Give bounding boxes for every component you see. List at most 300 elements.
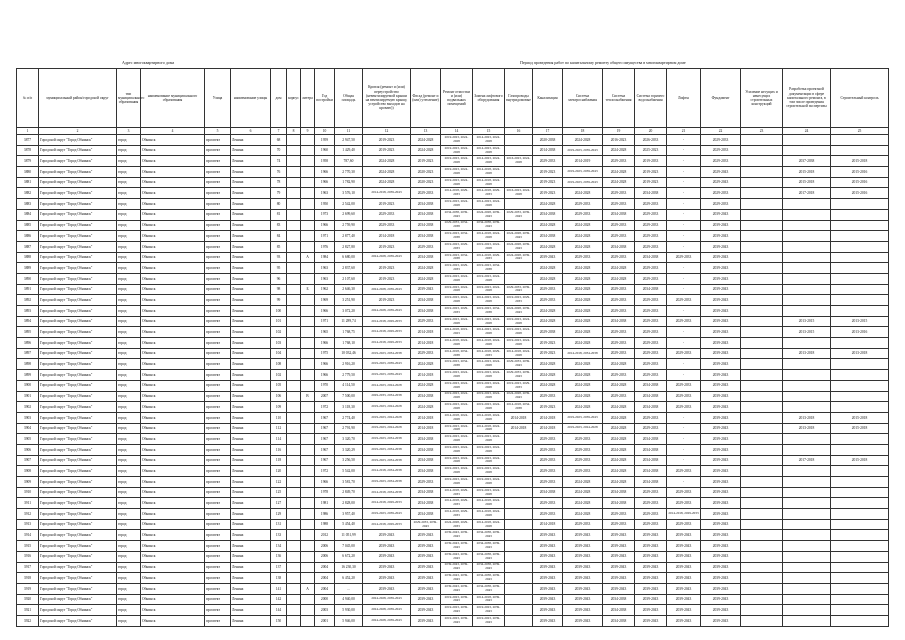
cell-lift: 2014-2018, 2024-2028 xyxy=(473,412,505,423)
cell-gvs: 2029-2033 xyxy=(635,412,667,423)
cell-gas: 2014-2018 xyxy=(505,412,533,423)
cell-area: Городской округ "Город Обнинск" xyxy=(39,391,117,402)
cell-kanal: 2039-2043 xyxy=(533,583,563,594)
column-number: 5 xyxy=(205,128,231,135)
cell-korp xyxy=(287,135,301,146)
cell-mo: Обнинск xyxy=(141,541,205,552)
cell-kanal: 2019-2023 xyxy=(533,167,563,178)
cell-gvs: 2029-2033 xyxy=(635,231,667,242)
cell-sq: 2 837,60 xyxy=(335,263,363,274)
cell-lit xyxy=(301,241,315,252)
cell-street: проспект xyxy=(205,551,231,562)
table-body xyxy=(17,135,889,627)
cell-house: 136 xyxy=(271,551,287,562)
cell-lit xyxy=(301,370,315,381)
cell-usil xyxy=(741,177,783,188)
cell-korp xyxy=(287,615,301,626)
cell-area: Городской округ "Город Обнинск" xyxy=(39,327,117,338)
cell-kanal: 2039-2043 xyxy=(533,530,563,541)
cell-lifts: 2029-2033 xyxy=(667,466,701,477)
cell-fund: 2039-2043 xyxy=(701,573,741,584)
cell-lift: 2019-2023, 2024-2028 xyxy=(473,316,505,327)
cell-facade: 2024-2028 xyxy=(411,402,441,413)
cell-proekt xyxy=(783,273,831,284)
cell-teplo: 2029-2033 xyxy=(603,509,635,520)
cell-sname: Ленина xyxy=(231,509,271,520)
cell-gas: 2019-2023, 2024-2028 xyxy=(505,316,533,327)
column-header: Система электроснабжения xyxy=(563,69,603,128)
cell-lit: А xyxy=(301,583,315,594)
cell-street: проспект xyxy=(205,380,231,391)
cell-usil xyxy=(741,273,783,284)
cell-kanal: 2019-2023 xyxy=(533,177,563,188)
cell-street: проспект xyxy=(205,434,231,445)
cell-year: 1962 xyxy=(315,284,335,295)
cell-area: Городской округ "Город Обнинск" xyxy=(39,594,117,605)
cell-otmost: 2019-2023, 2029-2033 xyxy=(441,263,473,274)
cell-korp xyxy=(287,167,301,178)
cell-gvs: 2039-2043 xyxy=(635,573,667,584)
cell-type: город xyxy=(117,477,141,488)
cell-lifts: - xyxy=(667,167,701,178)
cell-usil xyxy=(741,284,783,295)
cell-elec: 2024-2028 xyxy=(563,220,603,231)
cell-proekt: 2017-2018 xyxy=(783,188,831,199)
cell-gvs: 2039-2043 xyxy=(635,583,667,594)
cell-roof: 2024-2028, 2039-2043 xyxy=(363,284,411,295)
cell-year: 1973 xyxy=(315,209,335,220)
cell-teplo: 2034-2038 xyxy=(603,316,635,327)
table-row xyxy=(17,391,889,402)
cell-stroy xyxy=(831,263,889,274)
cell-gvs: 2034-2038 xyxy=(635,444,667,455)
column-header: Фундамент xyxy=(701,69,741,128)
cell-proekt xyxy=(783,487,831,498)
cell-gvs: 2039-2043 xyxy=(635,594,667,605)
cell-usil xyxy=(741,380,783,391)
cell-lift: 2014-2023, 2024-2028 xyxy=(473,135,505,146)
cell-lifts: - xyxy=(667,455,701,466)
cell-roof: 2019-2023 xyxy=(363,145,411,156)
cell-lit xyxy=(301,615,315,626)
column-number: 16 xyxy=(505,128,533,135)
cell-year: 1978 xyxy=(315,487,335,498)
cell-elec: 2029-2033 xyxy=(563,252,603,263)
cell-sq: 5 930,00 xyxy=(335,605,363,616)
cell-facade: 2034-2038 xyxy=(411,466,441,477)
cell-usil xyxy=(741,519,783,530)
cell-mo: Обнинск xyxy=(141,284,205,295)
cell-stroy xyxy=(831,391,889,402)
cell-gvs: 2029-2033 xyxy=(635,370,667,381)
cell-facade: 2014-2018 xyxy=(411,338,441,349)
cell-street: проспект xyxy=(205,444,231,455)
table-row xyxy=(17,316,889,327)
table-row xyxy=(17,273,889,284)
cell-lift: 2019-2023, 2024-2028 xyxy=(473,444,505,455)
cell-roof: 2019-2023, 2034-2038 xyxy=(363,434,411,445)
cell-gvs: 2029-2033 xyxy=(635,498,667,509)
cell-kanal: 2024-2028 xyxy=(533,380,563,391)
cell-year: 2001 xyxy=(315,615,335,626)
table-row xyxy=(17,145,889,156)
cell-elec: 2039-2043 xyxy=(563,541,603,552)
cell-lifts: 2039-2043 xyxy=(667,573,701,584)
cell-house: 101 xyxy=(271,316,287,327)
cell-kanal: 2024-2028 xyxy=(533,359,563,370)
cell-gvs: 2039-2043 xyxy=(635,562,667,573)
cell-area: Городской округ "Город Обнинск" xyxy=(39,583,117,594)
cell-gvs: 2029-2033 xyxy=(635,220,667,231)
cell-mo: Обнинск xyxy=(141,316,205,327)
cell-gvs: 2029-2033 xyxy=(635,273,667,284)
cell-street: проспект xyxy=(205,477,231,488)
cell-korp xyxy=(287,541,301,552)
cell-gas xyxy=(505,199,533,210)
cell-gas xyxy=(505,551,533,562)
table-row xyxy=(17,402,889,413)
cell-elec: 2039-2043 xyxy=(563,530,603,541)
cell-korp xyxy=(287,327,301,338)
cell-stroy xyxy=(831,241,889,252)
cell-gvs: 2019-2023 xyxy=(635,177,667,188)
cell-facade: 2034-2038 xyxy=(411,391,441,402)
cell-area: Городской округ "Город Обнинск" xyxy=(39,551,117,562)
cell-elec: 2014-2018, 2034-2038 xyxy=(563,348,603,359)
cell-house: 138 xyxy=(271,573,287,584)
cell-lift: 2014-2023, 2024-2028 xyxy=(473,199,505,210)
column-number: 6 xyxy=(231,128,271,135)
cell-lift: 2019-2023, 2024-2028 xyxy=(473,284,505,295)
cell-n: 3918 xyxy=(17,573,39,584)
cell-proekt xyxy=(783,573,831,584)
cell-roof: 2029-2033 xyxy=(363,220,411,231)
cell-fund: 2039-2043 xyxy=(701,530,741,541)
cell-lifts: - xyxy=(667,231,701,242)
cell-mo: Обнинск xyxy=(141,466,205,477)
cell-gvs: 2029-2033 xyxy=(635,327,667,338)
cell-year: 1986 xyxy=(315,509,335,520)
cell-gas xyxy=(505,530,533,541)
cell-n: 3922 xyxy=(17,615,39,626)
cell-elec: 2024-2028 xyxy=(563,370,603,381)
table-row xyxy=(17,509,889,520)
cell-n: 3910 xyxy=(17,487,39,498)
cell-n: 3890 xyxy=(17,273,39,284)
cell-mo: Обнинск xyxy=(141,423,205,434)
cell-sq: 11 051,99 xyxy=(335,530,363,541)
cell-proekt: 2015-2018 xyxy=(783,177,831,188)
cell-fund: 2039-2043 xyxy=(701,273,741,284)
cell-sname: Ленина xyxy=(231,306,271,317)
cell-fund: 2029-2033 xyxy=(701,188,741,199)
cell-kanal: 2034-2038 xyxy=(533,231,563,242)
cell-area: Городской округ "Город Обнинск" xyxy=(39,209,117,220)
cell-area: Городской округ "Город Обнинск" xyxy=(39,605,117,616)
cell-kanal: 2039-2043 xyxy=(533,615,563,626)
cell-sq: 6 452,20 xyxy=(335,573,363,584)
cell-usil xyxy=(741,444,783,455)
cell-usil xyxy=(741,530,783,541)
cell-lit xyxy=(301,327,315,338)
cell-gas: 2019-2023, 2029-2033 xyxy=(505,380,533,391)
cell-kanal: 2029-2033 xyxy=(533,391,563,402)
cell-facade: 2034-2038 xyxy=(411,444,441,455)
cell-sname: Ленина xyxy=(231,541,271,552)
cell-proekt: 2013-2015 xyxy=(783,316,831,327)
column-header: Ремонт отмостки и (или) подвальных помещений xyxy=(441,69,473,128)
cell-house: 102 xyxy=(271,370,287,381)
cell-roof: 2019-2023 xyxy=(363,263,411,274)
cell-proekt xyxy=(783,284,831,295)
cell-facade: 2034-2038 xyxy=(411,498,441,509)
cell-facade: 2019-2023 xyxy=(411,156,441,167)
cell-roof: 2024-2028, 2039-2043 xyxy=(363,594,411,605)
column-number: 12 xyxy=(363,128,411,135)
cell-lit xyxy=(301,444,315,455)
cell-roof: 2029-2033, 2034-2038 xyxy=(363,391,411,402)
cell-type: город xyxy=(117,295,141,306)
cell-stroy xyxy=(831,466,889,477)
cell-korp xyxy=(287,306,301,317)
column-header: Год постройки xyxy=(315,69,335,128)
cell-n: 3881 xyxy=(17,177,39,188)
cell-kanal: 2039-2043 xyxy=(533,551,563,562)
cell-gvs: 2029-2033 xyxy=(635,487,667,498)
cell-n: 3878 xyxy=(17,145,39,156)
cell-lit xyxy=(301,199,315,210)
cell-sq: 10 032,46 xyxy=(335,348,363,359)
cell-lift: 2014-2018, 2024-2028 xyxy=(473,177,505,188)
cell-sname: Ленина xyxy=(231,466,271,477)
cell-roof: 2019-2023, 2034-2038 xyxy=(363,477,411,488)
cell-kanal: 2029-2033 xyxy=(533,156,563,167)
cell-area: Городской округ "Город Обнинск" xyxy=(39,145,117,156)
cell-house: 105 xyxy=(271,380,287,391)
cell-usil xyxy=(741,509,783,520)
cell-type: город xyxy=(117,338,141,349)
cell-lift: 2019-2023, 2024-2028 xyxy=(473,241,505,252)
cell-korp xyxy=(287,605,301,616)
cell-usil xyxy=(741,135,783,146)
column-header: наименование улицы xyxy=(231,69,271,128)
cell-mo: Обнинск xyxy=(141,156,205,167)
cell-lit xyxy=(301,434,315,445)
cell-gvs: 2029-2033 xyxy=(635,209,667,220)
cell-teplo: 2024-2028 xyxy=(603,402,635,413)
cell-stroy xyxy=(831,487,889,498)
cell-n: 3895 xyxy=(17,327,39,338)
table-row xyxy=(17,252,889,263)
table-row xyxy=(17,156,889,167)
cell-gvs: 2034-2038 xyxy=(635,380,667,391)
cell-proekt xyxy=(783,530,831,541)
table-row xyxy=(17,167,889,178)
cell-usil xyxy=(741,370,783,381)
cell-lifts: 2039-2043 xyxy=(667,541,701,552)
cell-usil xyxy=(741,466,783,477)
table-row xyxy=(17,209,889,220)
cell-type: город xyxy=(117,263,141,274)
cell-usil xyxy=(741,541,783,552)
cell-fund: 2039-2043 xyxy=(701,284,741,295)
cell-sname: Ленина xyxy=(231,412,271,423)
cell-gas: 2024-2028, 2039-2043 xyxy=(505,241,533,252)
cell-sq: 7 045,00 xyxy=(335,541,363,552)
cell-stroy: 2015-2018 xyxy=(831,412,889,423)
cell-house: 100 xyxy=(271,306,287,317)
cell-gvs: 2034-2038 xyxy=(635,434,667,445)
cell-elec: 2024-2028 xyxy=(563,295,603,306)
cell-lift: 2034-2038, 2039-2043 xyxy=(473,573,505,584)
cell-otmost: 2019-2023, 2024-2028 xyxy=(441,295,473,306)
cell-area: Городской округ "Город Обнинск" xyxy=(39,241,117,252)
cell-elec: 2024-2028 xyxy=(563,135,603,146)
cell-area: Городской округ "Город Обнинск" xyxy=(39,477,117,488)
cell-type: город xyxy=(117,306,141,317)
cell-gas xyxy=(505,177,533,188)
cell-gas xyxy=(505,605,533,616)
cell-year: 2004 xyxy=(315,562,335,573)
table-row xyxy=(17,199,889,210)
cell-lift: 2014-2018, 2024-2028 xyxy=(473,231,505,242)
cell-mo: Обнинск xyxy=(141,338,205,349)
cell-lit xyxy=(301,455,315,466)
cell-elec: 2024-2028 xyxy=(563,391,603,402)
cell-mo: Обнинск xyxy=(141,594,205,605)
column-number: 18 xyxy=(563,128,603,135)
cell-street: проспект xyxy=(205,583,231,594)
cell-otmost: 2019-2023, 2024-2028 xyxy=(441,391,473,402)
cell-lifts: 2039-2043 xyxy=(667,551,701,562)
cell-teplo: 2029-2033 xyxy=(603,519,635,530)
cell-stroy xyxy=(831,551,889,562)
cell-proekt xyxy=(783,551,831,562)
cell-sq: 2 699,60 xyxy=(335,209,363,220)
cell-proekt xyxy=(783,615,831,626)
cell-stroy xyxy=(831,605,889,616)
cell-facade: 2039-2043 xyxy=(411,284,441,295)
cell-teplo: 2029-2033 xyxy=(603,306,635,317)
cell-sname: Ленина xyxy=(231,156,271,167)
cell-house: 118 xyxy=(271,455,287,466)
column-number: 24 xyxy=(783,128,831,135)
cell-proekt: 2015-2018 xyxy=(783,167,831,178)
column-number-row xyxy=(17,128,889,135)
cell-street: проспект xyxy=(205,541,231,552)
cell-teplo: 2024-2028 xyxy=(603,444,635,455)
cell-stroy: 2015-2016 xyxy=(831,167,889,178)
cell-lift: 2034-2038, 2039-2043 xyxy=(473,551,505,562)
cell-house: 106 xyxy=(271,391,287,402)
cell-type: город xyxy=(117,605,141,616)
cell-lifts: - xyxy=(667,177,701,188)
cell-lift: 2034-2038, 2039-2043 xyxy=(473,562,505,573)
cell-sname: Ленина xyxy=(231,562,271,573)
cell-roof: 2024-2028 xyxy=(363,177,411,188)
cell-type: город xyxy=(117,348,141,359)
cell-roof: 2014-2018, 2029-2033 xyxy=(363,316,411,327)
cell-type: город xyxy=(117,380,141,391)
cell-lifts: 2039-2043 xyxy=(667,615,701,626)
cell-gvs: 2039-2043 xyxy=(635,541,667,552)
cell-street: проспект xyxy=(205,455,231,466)
table-row xyxy=(17,412,889,423)
cell-area: Городской округ "Город Обнинск" xyxy=(39,273,117,284)
cell-facade: 2039-2043 xyxy=(411,615,441,626)
cell-street: проспект xyxy=(205,167,231,178)
cell-house: 68 xyxy=(271,135,287,146)
cell-korp xyxy=(287,273,301,284)
cell-teplo: 2024-2028 xyxy=(603,466,635,477)
cell-lit xyxy=(301,605,315,616)
cell-sq: 6 680,00 xyxy=(335,252,363,263)
cell-roof: 2014-2018, 2034-2038 xyxy=(363,487,411,498)
cell-facade: 2024-2028 xyxy=(411,380,441,391)
cell-otmost: 2019-2023, 2024-2028 xyxy=(441,177,473,188)
cell-teplo: 2034-2038 xyxy=(603,241,635,252)
cell-type: город xyxy=(117,327,141,338)
cell-mo: Обнинск xyxy=(141,263,205,274)
cell-area: Городской округ "Город Обнинск" xyxy=(39,348,117,359)
cell-roof: 2019-2023, 2034-2038 xyxy=(363,444,411,455)
cell-elec: 2024-2028 xyxy=(563,273,603,284)
cell-otmost: 2019-2023, 2034-2038 xyxy=(441,359,473,370)
cell-korp xyxy=(287,252,301,263)
cell-lifts: 2029-2033 xyxy=(667,487,701,498)
cell-lifts: - xyxy=(667,156,701,167)
cell-area: Городской округ "Город Обнинск" xyxy=(39,370,117,381)
cell-area: Городской округ "Город Обнинск" xyxy=(39,359,117,370)
cell-year: 1963 xyxy=(315,188,335,199)
cell-sname: Ленина xyxy=(231,573,271,584)
cell-gas xyxy=(505,466,533,477)
cell-area: Городской округ "Город Обнинск" xyxy=(39,177,117,188)
cell-teplo: 2039-2043 xyxy=(603,583,635,594)
column-header: тип муниципального образования xyxy=(117,69,141,128)
cell-korp xyxy=(287,466,301,477)
cell-house: 108 xyxy=(271,359,287,370)
cell-elec: 2039-2043 xyxy=(563,594,603,605)
cell-year: 1970 xyxy=(315,380,335,391)
cell-mo: Обнинск xyxy=(141,348,205,359)
table-row xyxy=(17,231,889,242)
cell-proekt: 2037-2038 xyxy=(783,156,831,167)
cell-roof: 2019-2023, 2034-2038 xyxy=(363,455,411,466)
cell-lit: Б xyxy=(301,284,315,295)
cell-lifts: 2029-2033 xyxy=(667,519,701,530)
cell-proekt xyxy=(783,338,831,349)
cell-lit xyxy=(301,338,315,349)
table-row xyxy=(17,487,889,498)
cell-sname: Ленина xyxy=(231,423,271,434)
cell-area: Городской округ "Город Обнинск" xyxy=(39,380,117,391)
cell-teplo: 2024-2028 xyxy=(603,423,635,434)
cell-proekt xyxy=(783,263,831,274)
cell-elec: 2029-2033 xyxy=(563,444,603,455)
cell-mo: Обнинск xyxy=(141,519,205,530)
cell-korp xyxy=(287,551,301,562)
cell-fund: 2039-2043 xyxy=(701,327,741,338)
cell-teplo: 2029-2033 xyxy=(603,188,635,199)
cell-area: Городской округ "Город Обнинск" xyxy=(39,167,117,178)
cell-facade: 2024-2028 xyxy=(411,135,441,146)
cell-house: 96 xyxy=(271,273,287,284)
cell-mo: Обнинск xyxy=(141,370,205,381)
cell-house: 133 xyxy=(271,530,287,541)
cell-kanal: 2039-2043 xyxy=(533,573,563,584)
column-number: 22 xyxy=(701,128,741,135)
